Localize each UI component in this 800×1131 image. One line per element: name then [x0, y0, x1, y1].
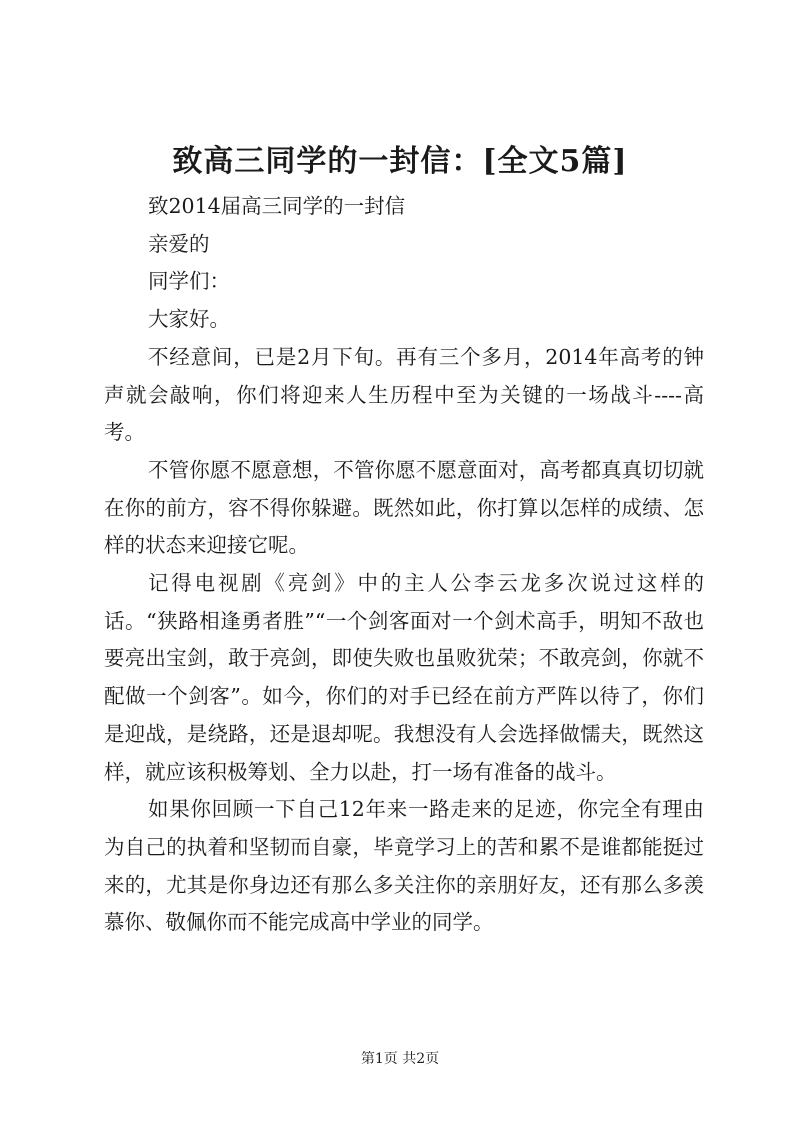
- body-paragraph: 不管你愿不愿意想，不管你愿不愿意面对，高考都真真切切就在你的前方，容不得你躲避。既然如此，你打算以怎样的成绩、怎样的状态来迎接它呢。: [104, 457, 704, 558]
- salutation-recipients: 同学们：: [148, 269, 230, 294]
- salutation-line: 亲爱的: [148, 231, 210, 256]
- page-number: 第1页 共2页: [360, 1051, 440, 1067]
- body-paragraph: 如果你回顾一下自己12年来一路走来的足迹，你完全有理由为自己的执着和坚韧而自豪，毕竟学习上的苦和累不是谁都能挺过来的，尤其是你身边还有那么多关注你的亲朋好友，还有那么多羡慕你、敬佩你而不能完成高中学业的同学。: [104, 797, 704, 935]
- greeting: 大家好。: [148, 307, 230, 332]
- salutation-heading: 致2014届高三同学的一封信: [148, 194, 406, 218]
- document-body: [104, 188, 704, 942]
- body-paragraph: 不经意间，已是2月下旬。再有三个多月，2014年高考的钟声就会敲响，你们将迎来人生历程中至为关键的一场战斗----高考。: [104, 344, 704, 445]
- document-title: 致高三同学的一封信：[全文5篇]: [172, 144, 628, 179]
- body-paragraph: 记得电视剧《亮剑》中的主人公李云龙多次说过这样的话。“狭路相逢勇者胜”“一个剑客面对一个剑术高手，明知不敌也要亮出宝剑，敢于亮剑，即使失败也虽败犹荣；不敢亮剑，你就不配做一个剑客”。如今，你们的对手已经在前方严阵以待了，你们是迎战，是绕路，还是退却呢。我想没有人会选择做懦夫，既然这样，就应该积极筹划、全力以赴，打一场有准备的战斗。: [104, 571, 704, 784]
